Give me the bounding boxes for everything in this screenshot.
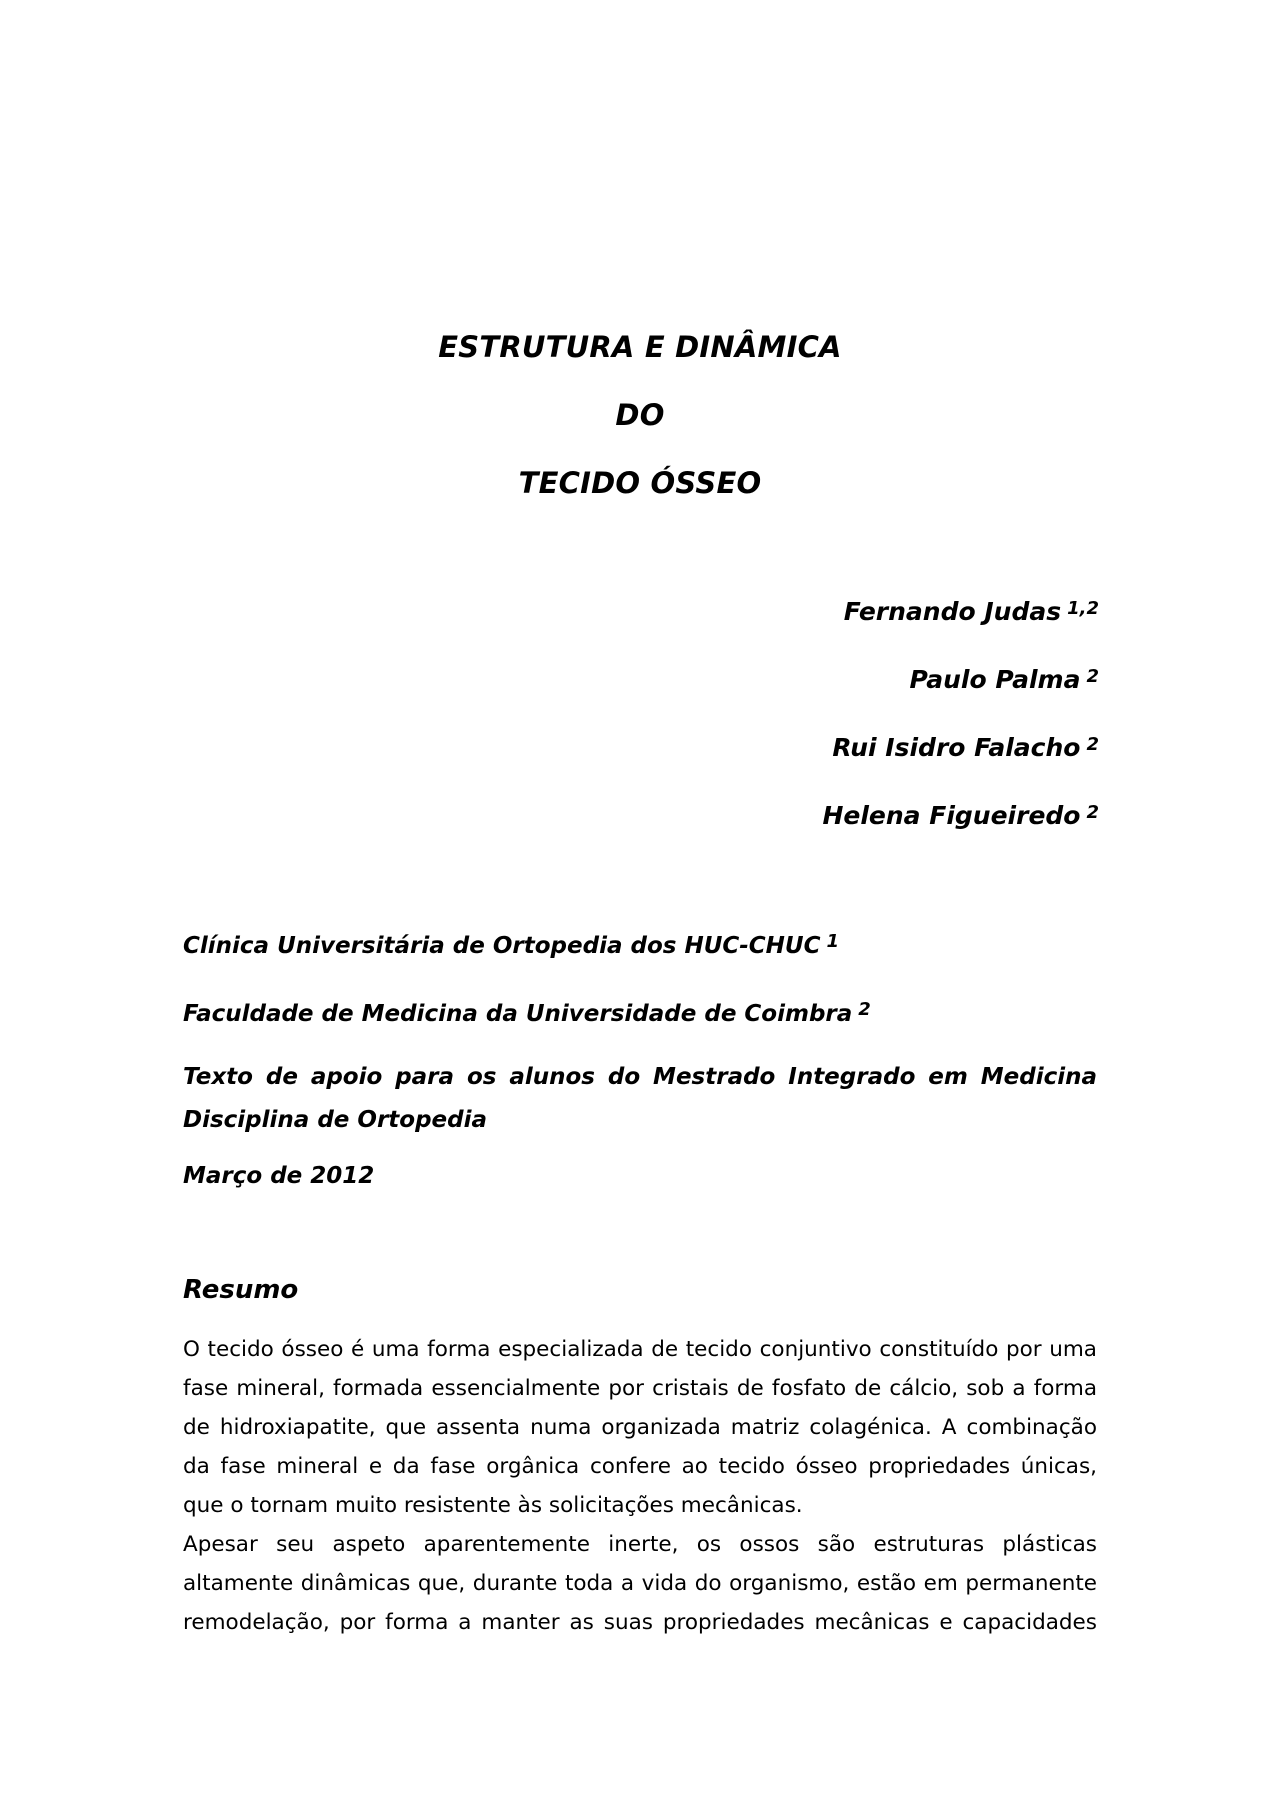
affiliation-2 — [183, 1001, 871, 1027]
author-3 — [832, 733, 1099, 762]
affiliation-1 — [183, 933, 839, 959]
abstract-heading: Resumo — [183, 1275, 299, 1305]
author-affiliation-mark: 2 — [1086, 666, 1099, 687]
author-2 — [910, 665, 1099, 694]
author-4 — [822, 801, 1099, 830]
abstract-paragraph-1: O tecido ósseo é uma forma especializada de tecido conjuntivo constituído por uma fase mineral, formada essencialmente por cristais de fosfato de cálcio, sob a forma de hidroxiapatite, que assenta numa organizada matriz colagénica. A combinação da fase mineral e da fase orgânica confere ao tecido ósseo propriedades únicas, que o tornam muito resistente às solicitações mecânicas. — [183, 1337, 1097, 1518]
author-affiliation-mark: 2 — [1086, 734, 1099, 755]
author-name: Fernando Judas — [843, 597, 1062, 626]
author-name: Rui Isidro Falacho — [832, 733, 1081, 762]
author-name: Helena Figueiredo — [822, 801, 1081, 830]
author-name: Paulo Palma — [909, 665, 1081, 694]
affiliation-text: Clínica Universitária de Ortopedia dos HUC-CHUC — [183, 933, 821, 959]
abstract-body — [183, 1330, 1097, 1642]
document-date: Março de 2012 — [183, 1163, 375, 1189]
affiliation-mark: 2 — [858, 999, 871, 1020]
title-line-1: ESTRUTURA E DINÂMICA — [438, 330, 842, 364]
author-1 — [844, 597, 1099, 626]
support-text — [183, 1056, 1097, 1142]
affiliation-text: Faculdade de Medicina da Universidade de Coimbra — [183, 1001, 853, 1027]
title-line-2: DO — [615, 398, 665, 432]
affiliation-mark: 1 — [826, 931, 840, 952]
support-text-line-1: Texto de apoio para os alunos do Mestrado Integrado em Medicina — [183, 1064, 1097, 1090]
abstract-paragraph-2: Apesar seu aspeto aparentemente inerte, os ossos são estruturas plásticas altamente dinâmicas que, durante toda a vida do organismo, estão em permanente remodelação, por forma a manter as suas propriedades mecânicas e capacidades — [183, 1532, 1097, 1635]
author-affiliation-mark: 1,2 — [1067, 598, 1099, 619]
support-text-line-2: Disciplina de Ortopedia — [183, 1107, 488, 1133]
title-line-3: TECIDO ÓSSEO — [518, 466, 762, 500]
author-affiliation-mark: 2 — [1086, 802, 1099, 823]
